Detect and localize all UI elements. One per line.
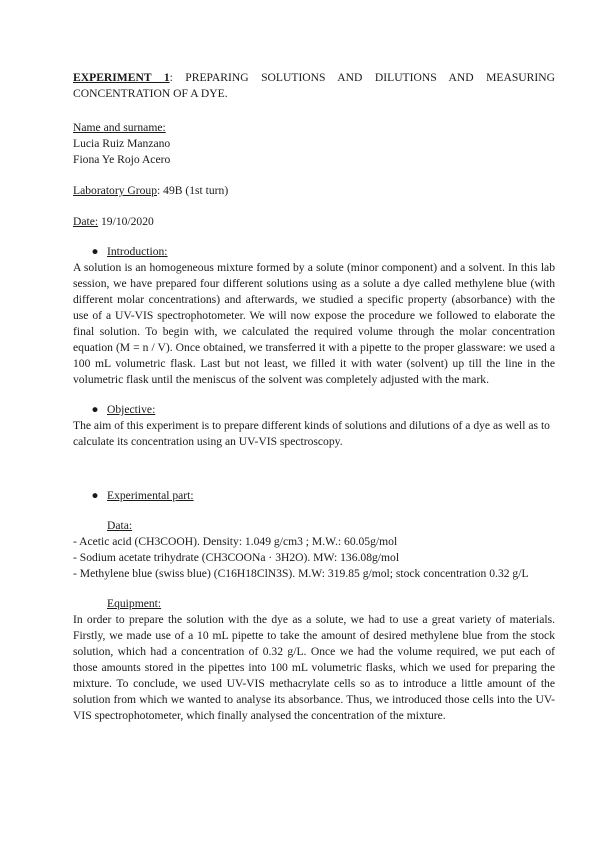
- equipment-text: In order to prepare the solution with the dye as a solute, we had to use a great variety of materials. Firstly, we made use of a 10 mL pipette to take the amount of desired methylene blue from the stock solution, which had a concentration of 0.32 g/L. Once we had the volume required, we put each of those amounts stored in the pipettes into 100 mL volumetric flasks, which we used for preparing the mixture. To conclude, we used UV-VIS methacrylate cells so as to introduce a little amount of the solution from which we wanted to analyse its absorbance. Thus, we introduced those cells into the UV-VIS spectrophotometer, which finally analysed the concentration of the mixture.: [73, 613, 555, 722]
- introduction-text: A solution is an homogeneous mixture formed by a solute (minor component) and a solvent. In this lab session, we have prepared four different solutions using as a solute a dye called methylene blue (with different molar concentrations) and afterwards, we studied a specific property (absorbance) with the use of a UV-VIS spectrophotometer. We will now expose the procedure we followed to elaborate the final solution. To begin with, we calculated the required volume through the molar concentration equation (M = n / V). Once obtained, we transferred it with a pipette to the proper glassware: we used a 100 mL volumetric flask. Last but not least, we filled it with water (solvent) up till the line in the volumetric flask until the meniscus of the solvent was completely adjusted with the mark.: [73, 261, 555, 386]
- experimental-heading: Experimental part:: [107, 489, 194, 502]
- author-2: Fiona Ye Rojo Acero: [73, 153, 171, 166]
- experiment-number: EXPERIMENT 1: [73, 71, 170, 84]
- equipment-heading: Equipment:: [107, 597, 162, 610]
- lab-group-line: [73, 183, 555, 199]
- names-label: Name and surname:: [73, 121, 166, 134]
- bullet-icon: ●: [91, 403, 99, 416]
- lab-group-label: Laboratory Group: [73, 184, 158, 197]
- data-line-1: - Acetic acid (CH3COOH). Density: 1.049 g/cm3 ; M.W.: 60.05g/mol: [73, 535, 398, 548]
- data-heading: Data:: [107, 519, 133, 532]
- date-value: 19/10/2020: [98, 215, 154, 228]
- bullet-icon: ●: [91, 489, 99, 502]
- experimental-heading-row: [73, 488, 555, 504]
- document-page: [73, 70, 555, 724]
- date-line: [73, 214, 555, 230]
- author-1: Lucia Ruiz Manzano: [73, 137, 171, 150]
- objective-text: The aim of this experiment is to prepare different kinds of solutions and dilutions of a dye as well as to calculate its concentration using an UV-VIS spectroscopy.: [73, 419, 550, 448]
- equipment-heading-line: [73, 596, 555, 612]
- objective-heading-row: [73, 402, 555, 418]
- data-heading-line: [73, 518, 555, 534]
- date-label: Date:: [73, 215, 99, 228]
- experiment-title: : PREPARING SOLUTIONS AND DILUTIONS AND MEASURING CONCENTRATION OF A DYE.: [73, 71, 555, 100]
- lab-group-value: : 49B (1st turn): [157, 184, 229, 197]
- data-line-2: - Sodium acetate trihydrate (CH3COONa · 3H2O). MW: 136.08g/mol: [73, 551, 400, 564]
- introduction-heading-row: [73, 244, 555, 260]
- document-title: [73, 70, 555, 102]
- introduction-heading: Introduction:: [107, 245, 168, 258]
- bullet-icon: ●: [91, 245, 99, 258]
- objective-heading: Objective:: [107, 403, 156, 416]
- data-line-3: - Methylene blue (swiss blue) (C16H18ClN3S). M.W: 319.85 g/mol; stock concentration 0.32 g/L: [73, 567, 529, 580]
- names-section: [73, 120, 555, 168]
